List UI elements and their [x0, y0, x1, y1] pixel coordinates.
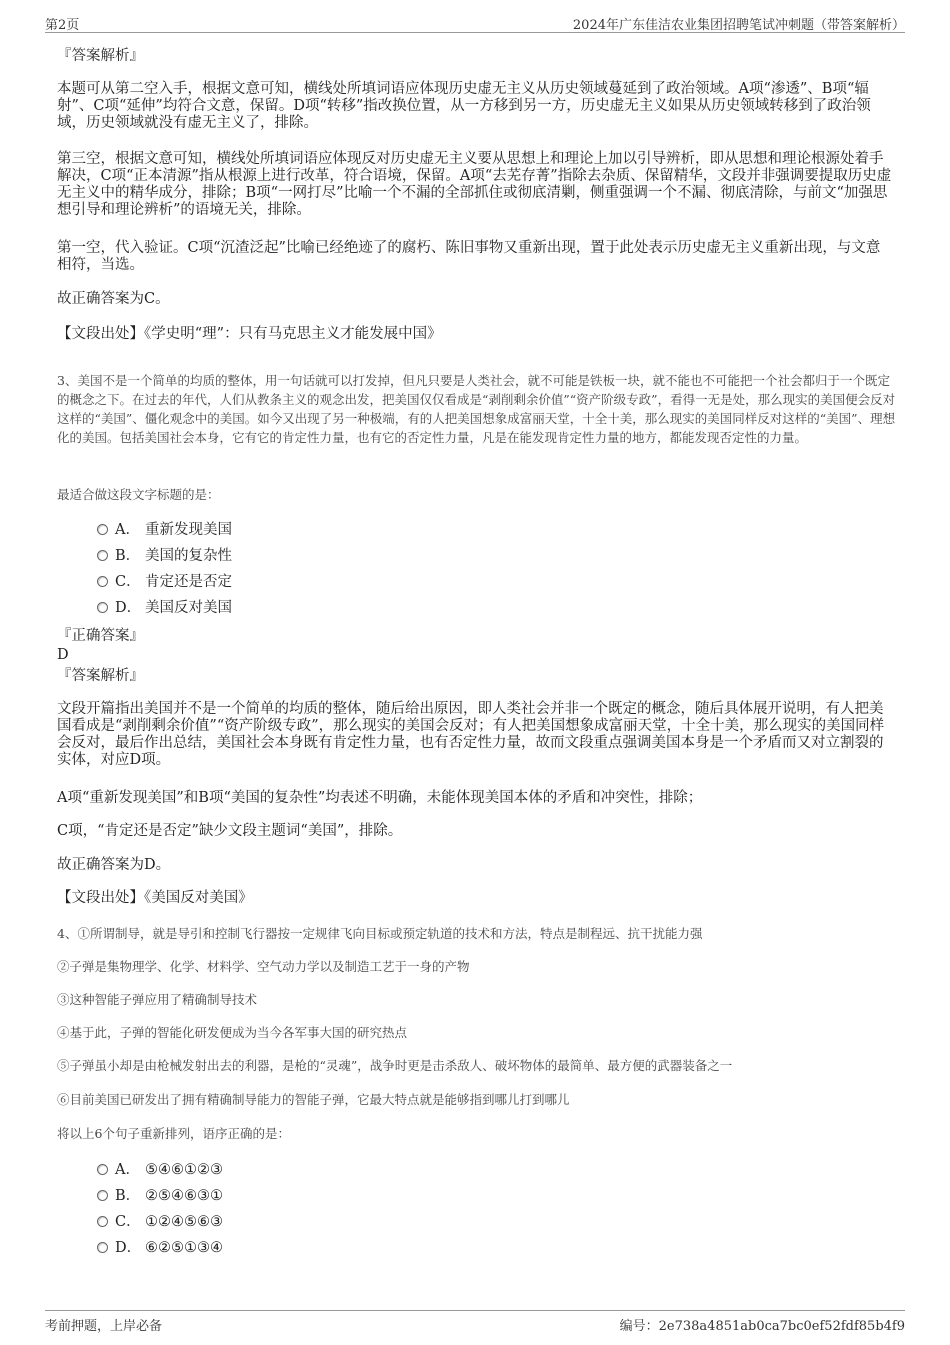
radio-button[interactable] [97, 1164, 108, 1175]
q2-analysis-para3: 第一空，代入验证。C项“沉渣泛起”比喻已经绝迹了的腐朽、陈旧事物又重新出现，置于此处表示历史虚无主义重新出现，与文意相符，当选。 [57, 240, 881, 273]
q2-analysis-para1: 本题可从第二空入手，根据文意可知，横线处所填词语应体现历史虚无主义从历史领域蔓延到了政治领域。A项“渗透”、B项“辐射”、C项“延伸”均符合文意，保留。D项“转移”指改换位置，从一方移到另一方，历史虚无主义如果从历史领域转移到了政治领域，历史领域就没有虚无主义了，排除。 [57, 81, 871, 131]
q4-option-a[interactable]: A． ⑤④⑥①②③ [97, 1161, 223, 1179]
radio-button[interactable] [97, 550, 108, 561]
q4-sentence-4: ④基于此，子弹的智能化研发便成为当今各军事大国的研究热点 [57, 1025, 408, 1040]
radio-button[interactable] [97, 1190, 108, 1201]
q2-analysis-heading: 『答案解析』 [57, 48, 144, 64]
q3-analysis-para3: C项，“肯定还是否定”缺少文段主题词“美国”，排除。 [57, 823, 403, 839]
radio-button[interactable] [97, 576, 108, 587]
footer-slogan: 考前押题，上岸必备 [45, 1319, 163, 1334]
q2-analysis-para2: 第三空，根据文意可知，横线处所填词语应体现反对历史虚无主义要从思想上和理论上加以引导辨析，即从思想和理论根源处着手解决，C项“正本清源”指从根源上进行改革，符合语境，保留。A项“去芜存菁”指除去杂质、保留精华，文段并非强调要提取历史虚无主义中的精华成分，排除；B项“一网打尽”比喻一个不漏的全部抓住或彻底清剿，侧重强调一个不漏、彻底清除，与前文“加强思想引导和理论辨析”的语境无关，排除。 [57, 151, 892, 218]
footer-serial: 编号：2e738a4851ab0ca7bc0ef52fdf85b4f9 [619, 1319, 905, 1334]
q4-sentence-2: ②子弹是集物理学、化学、材料学、空气动力学以及制造工艺于一身的产物 [57, 959, 470, 974]
q3-question: 最适合做这段文字标题的是： [57, 487, 220, 502]
q3-option-a[interactable]: A． 重新发现美国 [97, 521, 232, 539]
q3-option-b[interactable]: B． 美国的复杂性 [97, 547, 232, 565]
page-number: 第2页 [45, 18, 80, 33]
q3-analysis-heading: 『答案解析』 [57, 668, 144, 684]
q3-correct-heading: 『正确答案』 [57, 628, 144, 644]
q3-passage: 3、美国不是一个简单的均质的整体，用一句话就可以打发掉，但凡只要是人类社会，就不可能是铁板一块，就不能也不可能把一个社会都归于一个既定的概念之下。在过去的年代，人们从教条主义的观念出发，把美国仅仅看成是“剥削剩余价值”“资产阶级专政”，看得一无是处，那么现实的美国便会反对这样的“美国”、僵化观念中的美国。如今又出现了另一种极端，有的人把美国想象成富丽天堂，十全十美，那么现实的美国同样反对这样的“美国”、理想化的美国。包括美国社会本身，它有它的肯定性力量，也有它的否定性力量，凡是在能发现肯定性力量的地方，都能发现否定性的力量。 [57, 373, 896, 445]
q4-sentence-1: 4、①所谓制导，就是导引和控制飞行器按一定规律飞向目标或预定轨道的技术和方法，特点是制程远、抗干扰能力强 [57, 926, 703, 941]
q2-source: 【文段出处】《学史明“理”：只有马克思主义才能发展中国》 [57, 326, 442, 342]
q3-source: 【文段出处】《美国反对美国》 [57, 890, 253, 906]
q4-option-b[interactable]: B． ②⑤④⑥③① [97, 1187, 223, 1205]
q4-sentence-3: ③这种智能子弹应用了精确制导技术 [57, 992, 258, 1007]
q3-option-d[interactable]: D． 美国反对美国 [97, 599, 232, 617]
q3-option-c[interactable]: C． 肯定还是否定 [97, 573, 232, 591]
q2-conclusion: 故正确答案为C。 [57, 291, 170, 307]
radio-button[interactable] [97, 1242, 108, 1253]
radio-button[interactable] [97, 1216, 108, 1227]
q3-analysis-para2: A项“重新发现美国”和B项“美国的复杂性”均表述不明确，未能体现美国本体的矛盾和冲突性，排除； [57, 790, 703, 806]
page-footer [45, 1310, 905, 1336]
radio-button[interactable] [97, 524, 108, 535]
page-header [45, 12, 905, 33]
q4-option-c[interactable]: C． ①②④⑤⑥③ [97, 1213, 223, 1231]
q4-question: 将以上6个句子重新排列，语序正确的是： [57, 1126, 290, 1141]
document-title: 2024年广东佳洁农业集团招聘笔试冲刺题（带答案解析） [572, 18, 905, 33]
q4-sentence-6: ⑥目前美国已研发出了拥有精确制导能力的智能子弹，它最大特点就是能够指到哪儿打到哪儿 [57, 1092, 570, 1107]
radio-button[interactable] [97, 602, 108, 613]
q4-sentence-5: ⑤子弹虽小却是由枪械发射出去的利器，是枪的“灵魂”，战争时更是击杀敌人、破坏物体的最简单、最方便的武器装备之一 [57, 1058, 733, 1073]
q3-conclusion: 故正确答案为D。 [57, 857, 171, 873]
q3-analysis-para1: 文段开篇指出美国并不是一个简单的均质的整体，随后给出原因，即人类社会并非一个既定的概念，随后具体展开说明，有人把美国看成是“剥削剩余价值”“资产阶级专政”，那么现实的美国会反对；有人把美国想象成富丽天堂，十全十美，那么现实的美国同样会反对，最后作出总结，美国社会本身既有肯定性力量，也有否定性力量，故而文段重点强调美国本身是一个矛盾而又对立割裂的实体，对应D项。 [57, 701, 885, 768]
q4-option-d[interactable]: D． ⑥②⑤①③④ [97, 1239, 223, 1257]
q3-correct-answer: D [57, 647, 69, 663]
